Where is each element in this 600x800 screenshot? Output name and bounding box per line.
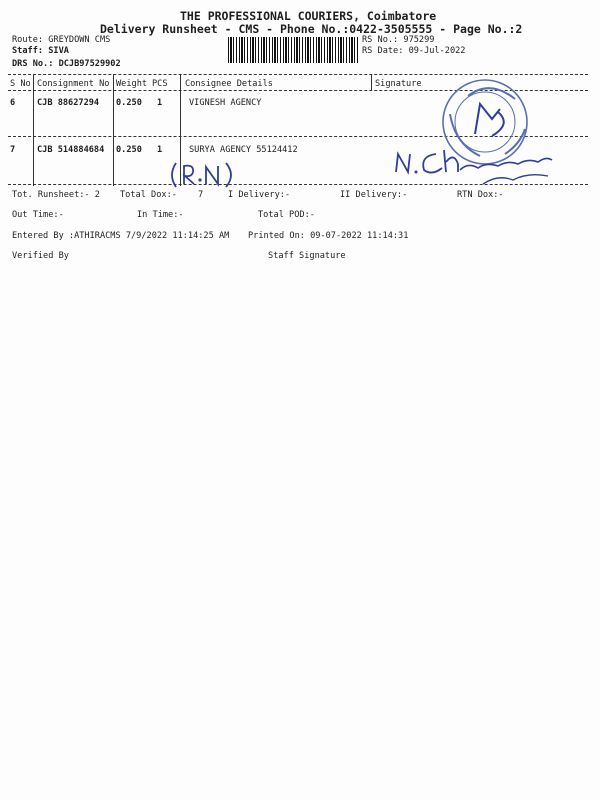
- out-time: Out Time:-: [12, 210, 64, 220]
- col-header-sno: S No: [10, 79, 31, 89]
- drs-number: DRS No.: DCJB97529902: [12, 59, 121, 69]
- row-sno: 7: [10, 145, 16, 155]
- printed-on: Printed On: 09-07-2022 11:14:31: [248, 231, 409, 241]
- in-time: In Time:-: [137, 210, 184, 220]
- col-divider: [33, 74, 34, 186]
- row-pcs: 1: [157, 98, 163, 108]
- runsheet-title: Delivery Runsheet - CMS - Phone No.:0422-3505555 - Page No.:2: [100, 22, 523, 36]
- col-divider: [113, 74, 114, 186]
- row-weight: 0.250: [116, 98, 142, 108]
- total-dox-label: Total Dox:-: [120, 190, 177, 200]
- col-header-consignee: Consignee Details: [185, 79, 273, 89]
- rtn-dox: RTN Dox:-: [457, 190, 504, 200]
- staff-label: Staff: SIVA: [12, 46, 69, 56]
- barcode: [228, 37, 358, 63]
- handwritten-rn-mark: [166, 160, 242, 190]
- col-header-signature: Signature: [375, 79, 422, 89]
- row-consignment: CJB 514884684: [37, 145, 105, 155]
- row-consignee: VIGNESH AGENCY: [189, 98, 262, 108]
- row-consignee: SURYA AGENCY 55124412: [189, 145, 298, 155]
- total-dox-value: 7: [198, 190, 204, 200]
- col-divider: [371, 74, 372, 90]
- row-consignment: CJB 88627294: [37, 98, 100, 108]
- i-delivery: I Delivery:-: [228, 190, 291, 200]
- total-pod: Total POD:-: [258, 210, 315, 220]
- entered-by: Entered By :ATHIRACMS 7/9/2022 11:14:25 AM: [12, 231, 230, 241]
- col-header-consignment: Consignment No: [37, 79, 110, 89]
- rs-number: RS No.: 975299: [362, 35, 435, 45]
- tot-runsheet: Tot. Runsheet:- 2: [12, 190, 100, 200]
- row-weight: 0.250: [116, 145, 142, 155]
- company-title: THE PROFESSIONAL COURIERS, Coimbatore: [180, 9, 437, 23]
- verified-by: Verified By: [12, 251, 69, 261]
- col-header-weight: Weight: [116, 79, 148, 89]
- col-header-pcs: PCS: [152, 79, 168, 89]
- row-sno: 6: [10, 98, 16, 108]
- ii-delivery: II Delivery:-: [340, 190, 408, 200]
- staff-signature: Staff Signature: [268, 251, 346, 261]
- route-label: Route: GREYDOWN CMS: [12, 35, 111, 45]
- rs-date: RS Date: 09-Jul-2022: [362, 46, 466, 56]
- row-pcs: 1: [157, 145, 163, 155]
- handwritten-signature: [388, 132, 558, 188]
